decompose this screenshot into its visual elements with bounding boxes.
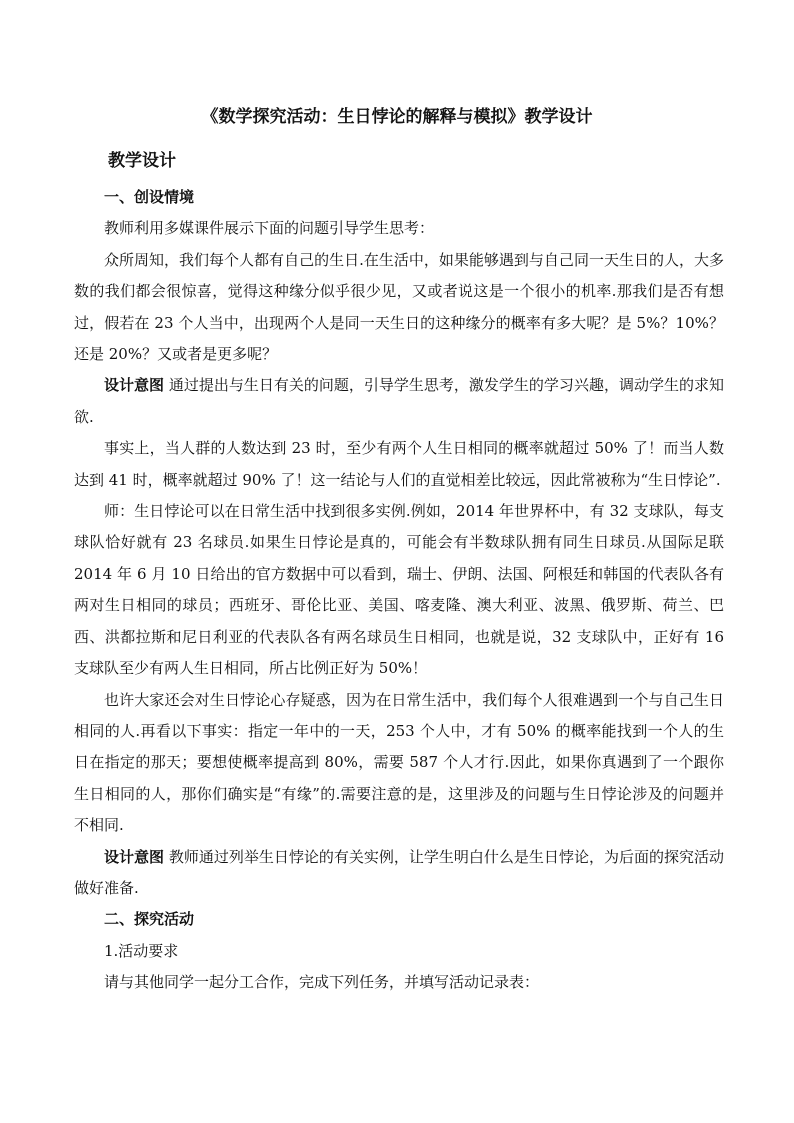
paragraph-question: 众所周知，我们每个人都有自己的生日.在生活中，如果能够遇到与自己同一天生日的人，大多数的我们都会很惊喜，觉得这种缘分似乎很少见，又或者说这是一个很小的机率.那我们是否有想过，假若在 23 个人当中，出现两个人是同一天生日的这种缘分的概率有多大呢？是 5%？10%？还是 20%？又或者是更多呢？ <box>74 250 724 364</box>
paragraph-task: 请与其他同学一起分工合作，完成下列任务，并填写活动记录表： <box>104 973 540 992</box>
design-intent-label: 设计意图 <box>104 376 165 395</box>
section-heading: 教学设计 <box>108 151 176 171</box>
paragraph-doubt: 也许大家还会对生日悖论心存疑惑，因为在日常生活中，我们每个人很难遇到一个与自己生日相同的人.再看以下事实：指定一年中的一天，253 个人中，才有 50% 的概率能找到一个人的生日在指定的那天；要想使概率提高到 80%，需要 587 个人才行.因此，如果你真遇到了一个跟你生日相同的人，那你们确实是“有缘”的.需要注意的是，这里涉及的问题与生日悖论涉及的问题并不相同. <box>74 690 724 835</box>
paragraph-design-intent-1 <box>74 370 724 433</box>
paragraph-worldcup: 师：生日悖论可以在日常生活中找到很多实例.例如，2014 年世界杯中，有 32 支球队，每支球队恰好就有 23 名球员.如果生日悖论是真的，可能会有半数球队拥有同生日球员.从国际足联 2014 年 6 月 10 日给出的官方数据中可以看到，瑞士、伊朗、法国、阿根廷和韩国的代表队各有两对生日相同的球员；西班牙、哥伦比亚、美国、喀麦隆、澳大利亚、波黑、俄罗斯、荷兰、巴西、洪都拉斯和尼日利亚的代表队各有两名球员生日相同，也就是说，32 支球队中，正好有 16 支球队至少有两人生日相同，所占比例正好为 50%！ <box>74 502 724 678</box>
design-intent-label: 设计意图 <box>104 847 165 866</box>
paragraph-design-intent-2 <box>74 842 724 905</box>
document-title: 《数学探究活动：生日悖论的解释与模拟》教学设计 <box>201 107 593 127</box>
paragraph-activity-requirement: 1.活动要求 <box>104 941 179 960</box>
paragraph-fact: 事实上，当人群的人数达到 23 时，至少有两个人生日相同的概率就超过 50% 了！而当人数达到 41 时，概率就超过 90% 了！这一结论与人们的直觉相差比较远，因此常被称为“生日悖论”. <box>74 439 724 489</box>
paragraph-intro: 教师利用多媒课件展示下面的问题引导学生思考： <box>104 219 435 238</box>
subheading-2: 二、探究活动 <box>104 910 195 929</box>
subheading-1: 一、创设情境 <box>104 188 195 206</box>
design-intent-text: 通过提出与生日有关的问题，引导学生思考，激发学生的学习兴趣，调动学生的求知欲. <box>74 376 724 426</box>
design-intent-text: 教师通过列举生日悖论的有关实例，让学生明白什么是生日悖论，为后面的探究活动做好准备. <box>74 847 724 897</box>
document-body <box>74 182 724 999</box>
